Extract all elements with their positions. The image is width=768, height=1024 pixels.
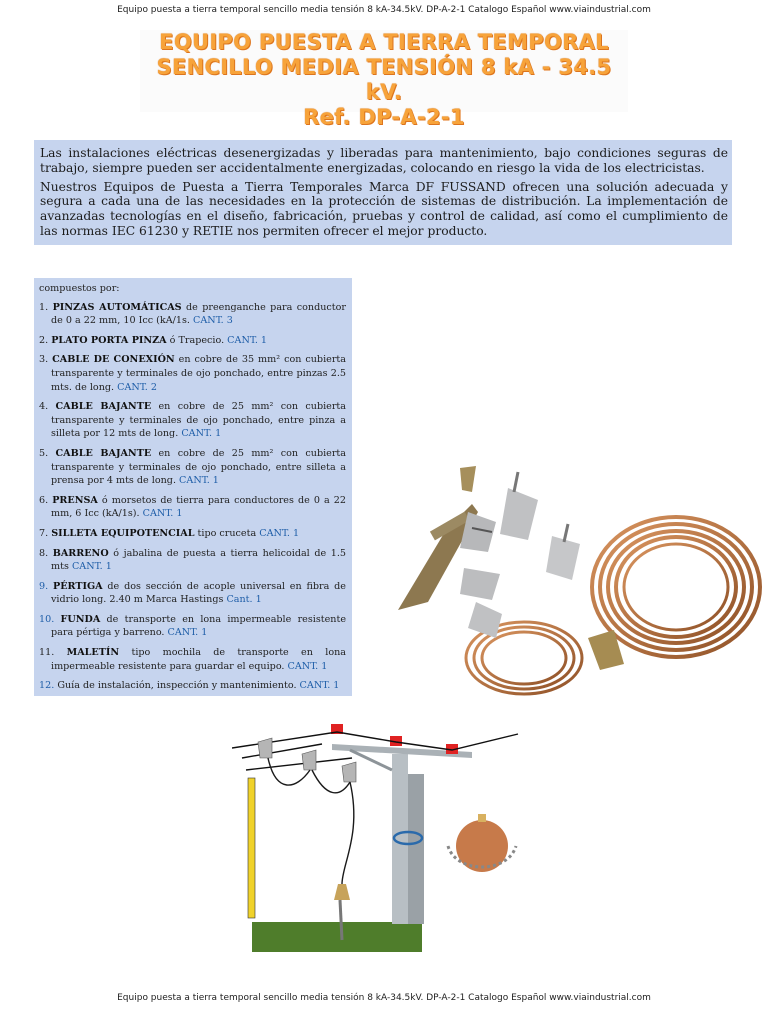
item-quantity: CANT. 1 (179, 475, 219, 487)
item-description: en cobre de 25 mm² con cubierta transparente y terminales de ojo ponchado, entre silleta a prensa por 4 mts de long. (51, 447, 346, 487)
item-description: de transporte en lona impermeable resistente para pértiga y barreno. (51, 613, 346, 639)
installation-diagram (232, 714, 540, 956)
item-description: en cobre de 35 mm² con cubierta transparente y terminales de ojo ponchado, entre pinzas 2.5 mts. de long. (51, 354, 346, 393)
item-description: tipo cruceta (194, 527, 260, 539)
component-item (39, 527, 346, 541)
item-quantity: CANT. 1 (259, 527, 300, 539)
item-number: 2. (39, 334, 49, 346)
item-number: 11. (39, 647, 55, 659)
item-quantity: CANT. 1 (287, 660, 328, 672)
page-header: Equipo puesta a tierra temporal sencillo media tensión 8 kA-34.5kV. DP-A-2-1 Catalogo Español www.viaindustrial.com (117, 5, 651, 15)
item-quantity: Cant. 1 (226, 594, 262, 606)
item-number: 5. (39, 447, 49, 459)
item-quantity: CANT. 1 (181, 428, 222, 440)
item-name: PRENSA (52, 494, 98, 506)
item-name: BARRENO (52, 547, 109, 559)
component-item (39, 334, 346, 348)
page-footer: Equipo puesta a tierra temporal sencillo media tensión 8 kA-34.5kV. DP-A-2-1 Catalogo Español www.viaindustrial.com (117, 993, 651, 1003)
item-number: 9. (39, 580, 49, 592)
item-number: 10. (39, 613, 55, 625)
item-description: ó jabalina de puesta a tierra helicoidal de 1.5 mts (51, 547, 346, 573)
component-item (39, 547, 346, 574)
item-name: PINZAS AUTOMÁTICAS (52, 301, 182, 313)
item-description: ó morsetos de tierra para conductores de 0 a 22 mm, 6 Icc (kA/1s). (51, 494, 346, 520)
cable-coil (466, 517, 760, 694)
item-quantity: CANT. 1 (299, 680, 340, 692)
component-item (39, 353, 346, 394)
item-number: 4. (39, 401, 49, 413)
equipotential-chair (448, 814, 516, 872)
item-description: tipo mochila de transporte en lona impermeable resistente para guardar el equipo. (51, 647, 346, 672)
item-quantity: CANT. 1 (167, 627, 208, 639)
item-quantity: CANT. 2 (117, 381, 157, 393)
item-name: CABLE BAJANTE (55, 401, 152, 413)
component-item (39, 400, 346, 441)
component-item (39, 494, 346, 521)
item-name: CABLE BAJANTE (55, 447, 152, 459)
components-panel (34, 278, 352, 696)
components-label: compuestos por: (39, 283, 120, 294)
item-name: CABLE DE CONEXIÓN (52, 354, 175, 366)
item-description: ó Trapecio. (166, 334, 228, 346)
ground-cables (268, 758, 354, 884)
item-quantity: CANT. 3 (193, 315, 233, 327)
component-item (39, 301, 346, 328)
item-number: 1. (39, 301, 49, 313)
intro-paragraph-1: Las instalaciones eléctricas desenergizadas y liberadas para mantenimiento, bajo condiciones seguras de trabajo, siempre pueden ser accidentalmente energizadas, colocando en riesgo la vida de los electricistas. (40, 146, 728, 175)
title-block (140, 30, 628, 129)
product-photo (368, 452, 766, 698)
component-item (39, 447, 346, 488)
component-item (39, 646, 346, 673)
item-number: 12. (39, 680, 55, 692)
item-name: FUNDA (60, 613, 101, 625)
item-name: SILLETA EQUIPOTENCIAL (51, 527, 195, 539)
item-description: de preenganche para conductor de 0 a 22 mm, 10 Icc (kA/1s. (51, 301, 346, 327)
item-number: 7. (39, 527, 49, 539)
component-item (39, 613, 346, 640)
item-quantity: CANT. 1 (227, 334, 268, 346)
item-name: PÉRTIGA (52, 580, 103, 592)
grass-ground (252, 922, 422, 952)
item-quantity: CANT. 1 (71, 561, 112, 573)
item-name: PLATO PORTA PINZA (51, 334, 167, 346)
item-number: 3. (39, 354, 49, 366)
title-line-1: EQUIPO PUESTA A TIERRA TEMPORAL (159, 30, 609, 54)
intro-paragraph-2: Nuestros Equipos de Puesta a Tierra Temporales Marca DF FUSSAND ofrecen una solución adecuada y segura a cada una de las necesidades en la protección de sistemas de distribución. La implementación de avanzadas tecnologías en el diseño, fabricación, pruebas y control de calidad, así como el cumplimiento de las normas IEC 61230 y RETIE nos permiten ofrecer el mejor producto. (40, 179, 728, 238)
components-list (39, 301, 346, 693)
hot-stick (248, 778, 255, 918)
item-description: en cobre de 25 mm² con cubierta transparente y terminales de ojo ponchado, entre pinza a silleta por 12 mts de long. (51, 401, 346, 440)
item-name: MALETÍN (66, 647, 120, 659)
clamp-set (398, 466, 624, 670)
item-description: Guía de instalación, inspección y mantenimiento. (57, 680, 300, 692)
item-quantity: CANT. 1 (142, 508, 183, 520)
item-number: 8. (39, 547, 49, 559)
item-number: 6. (39, 494, 49, 506)
title-line-3: Ref. DP-A-2-1 (303, 105, 465, 129)
intro-panel (34, 140, 732, 245)
item-description: de dos sección de acople universal en fibra de vidrio long. 2.40 m Marca Hastings (51, 580, 346, 606)
title-line-2: SENCILLO MEDIA TENSIÓN 8 kA - 34.5 kV. (156, 55, 612, 104)
component-item (39, 580, 346, 607)
component-item (39, 679, 346, 693)
